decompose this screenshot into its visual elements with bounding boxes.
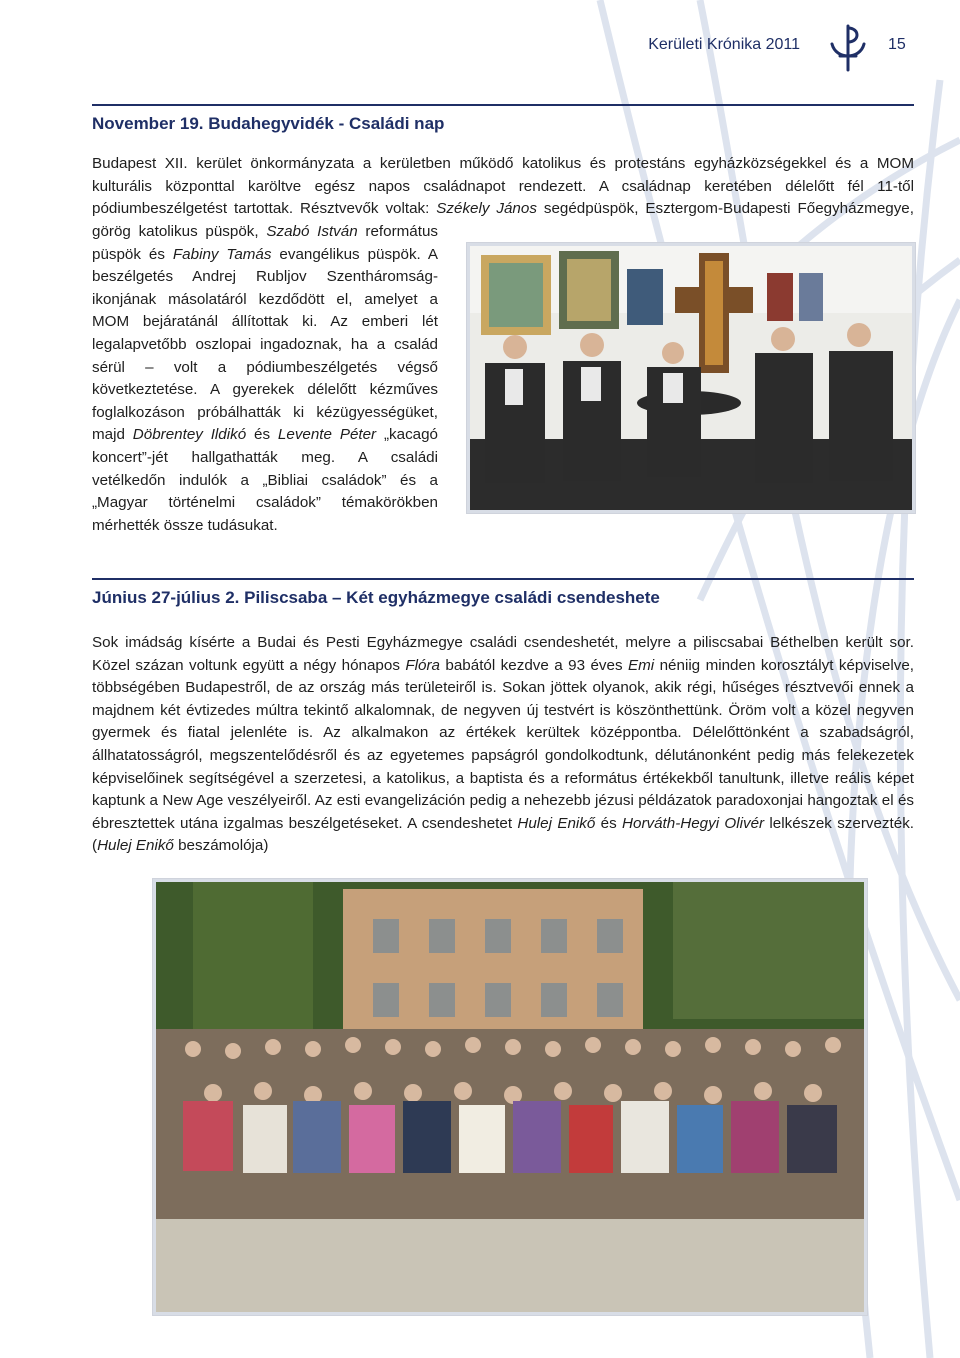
section2-text-t3: és — [595, 814, 623, 832]
section2-text-t0: Sok imádság kísérte a Budai és Pesti Egyházmegye családi csendeshetét, melyre a piliscsabai Béthelben került sor. Közel százan voltunk együtt a négy hónapos — [92, 634, 914, 674]
chi-rho-anchor-icon — [826, 20, 870, 72]
section2-paragraph — [92, 632, 914, 858]
section2-title-place: Piliscsaba – Két egyházmegye családi csendeshete — [244, 588, 660, 607]
section2-rule — [92, 578, 914, 580]
section1-paragraph-column — [92, 221, 438, 537]
section1-text-t6: „kacagó koncert”-jét hallgathatták meg. A családi vetélkedőn indulók a „Bibliai családok” és a „Magyar történelmi családok” témakörökben mérhették össze tudásukat. — [92, 426, 439, 534]
section1-text-t1: segédpüspök, Esztergom-Budapesti Főegyházmegye, — [536, 200, 914, 218]
section1-text-t2: görög katolikus püspök, — [92, 223, 267, 240]
section1-title-date: November 19. — [92, 114, 204, 133]
section1-title-place: Budahegyvidék - Családi nap — [208, 114, 445, 133]
section1-text-t3: református püspök és — [92, 223, 438, 263]
section2-name-flora: Flóra — [405, 656, 440, 674]
section2-name-horvath-hegyi: Horváth-Hegyi Olivér — [622, 814, 765, 832]
section2-name-hulej-report: Hulej Enikő — [97, 837, 174, 855]
section2-name-emi: Emi — [628, 656, 655, 674]
section1-name-fabiny: Fabiny Tamás — [172, 245, 272, 263]
section1-name-szekely: Székely János — [436, 200, 537, 218]
page-number: 15 — [888, 36, 906, 53]
publication-title: Kerületi Krónika 2011 — [648, 36, 800, 53]
section2-text-t5: beszámolója) — [173, 837, 269, 855]
section1-text-t4: evangélikus püspök. A beszélgetés Andrej Rubljov Szentháromság-ikonjának másolatáról kezdődött el, amelyet a MOM bejáratánál állítottak ki. Az emberi lét legalapvetőbb oszlopai ingadoznak, ha a család sérül – volt a pódiumbeszélgetés végső következtetése. A gyerekek délelőtt kézműves foglalkozáson próbálhatták ki kézügyességüket, majd — [92, 245, 438, 444]
section2-title-date: Június 27-július 2. — [92, 588, 240, 607]
section1-name-szabo: Szabó István — [266, 223, 358, 240]
section2-name-hulej: Hulej Enikő — [517, 814, 596, 832]
section1-name-levente: Levente Péter — [277, 426, 377, 444]
panel-discussion-photo — [466, 242, 916, 514]
section2-text-t4: lelkészek szervezték. ( — [92, 814, 915, 855]
section1-title — [92, 114, 444, 134]
section1-name-dobrentey: Döbrentey Ildikó — [132, 426, 247, 444]
section1-rule — [92, 104, 914, 106]
section1-text-intro: Budapest XII. kerület önkormányzata a kerületben működő katolikus és protestáns egyházközségekkel és a MOM kulturális központtal karöltve egész napos családnapot rendezett. A családnap keretében délelőtt fél 11-től pódiumbeszélgetést tartottak. Résztvevők voltak: — [92, 155, 914, 218]
section2-text-t2: néniig minden korosztályt képviselve, többségében Budapestről, de az ország más területeiről is. Sokan jöttek olyanok, akik régi, hűséges résztvevői ennek a majdnem két évtizedes múltra tekintő alkalomnak, de negyven új testvért is köszönthettünk. Öröm volt a közel negyven gyermek és fiatal jelenléte is. Az alkalmakon az értékek kerültek középpontba. Délelőttönként a szabadságról, állhatatosságról, megszentelődésről és az egyetemes papságról gondolkodtunk, délutánonként pedig más felekezetek képviselőinek segítségével a szerzetesi, a katolikus, a baptista és a református értékekből tanultunk, illetve reális képet kaptunk a New Age veszélyeiről. Az esti evangelizáción pedig a nehezebb jézusi példázatok paradoxonjai hangoztak el és ébresztettek utána izgalmas beszélgetéseket. A csendeshetet — [92, 656, 914, 832]
section1-text-t5: és — [246, 426, 278, 444]
section1-paragraph-top — [92, 153, 914, 221]
group-photo — [152, 878, 868, 1316]
section2-text-t1: babától kezdve a 93 éves — [439, 656, 628, 674]
section2-title — [92, 588, 660, 608]
